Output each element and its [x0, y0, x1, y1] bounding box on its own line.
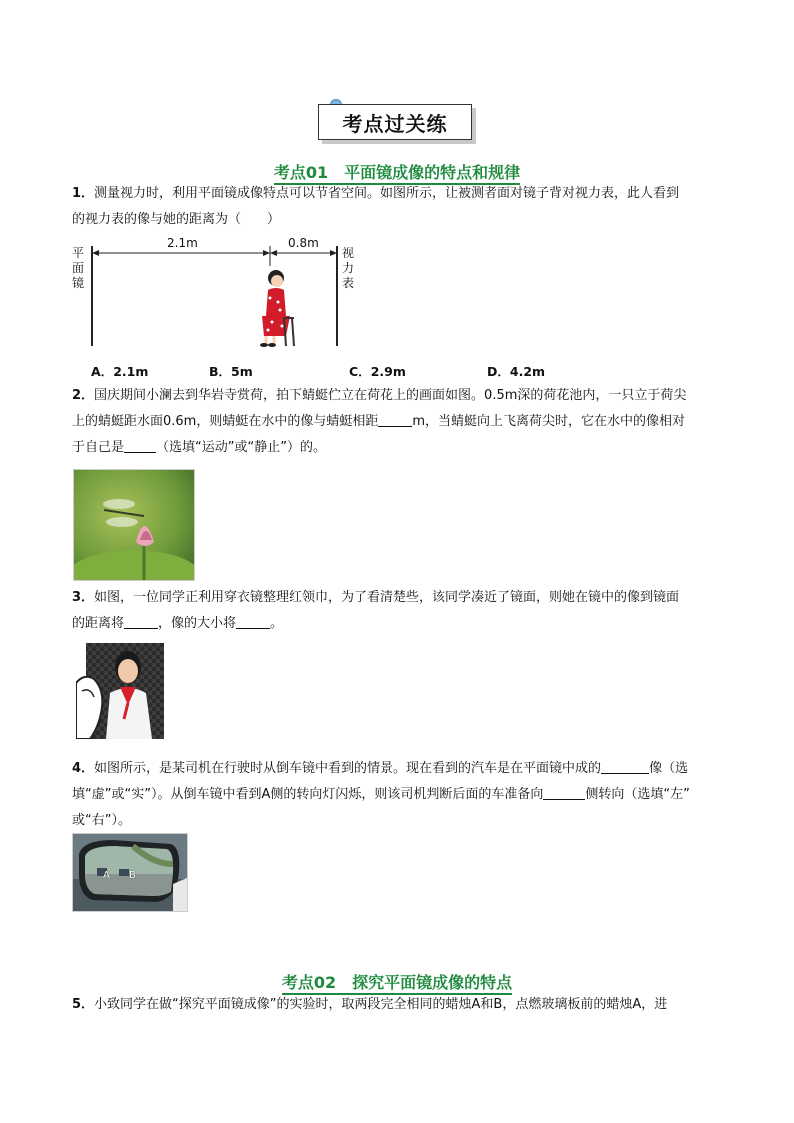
- question-3-line-1: [72, 585, 732, 611]
- question-4-line-3: 或“右”）。: [72, 813, 131, 828]
- answer-blank[interactable]: [124, 438, 156, 453]
- option-d[interactable]: [487, 362, 545, 380]
- option-letter: B．: [209, 364, 232, 379]
- option-letter: D．: [487, 364, 510, 379]
- red-scarf-image: [76, 643, 164, 739]
- option-text: 2.1m: [113, 364, 149, 379]
- eye-test-figure: [72, 236, 372, 356]
- question-3: [72, 585, 732, 637]
- label-a: A: [103, 870, 110, 881]
- rearview-mirror-photo: [72, 833, 188, 912]
- question-1-line-1: [72, 181, 732, 207]
- red-scarf-photo: [76, 643, 164, 739]
- question-number: 2．: [72, 388, 95, 403]
- option-c[interactable]: [349, 362, 406, 380]
- question-3-line-2: [72, 611, 732, 637]
- option-letter: C．: [349, 364, 371, 379]
- question-4-line-1: [72, 756, 732, 782]
- answer-blank[interactable]: [378, 412, 412, 427]
- option-a[interactable]: [91, 362, 148, 380]
- question-text: （选填“运动”或“静止”）的。: [156, 440, 326, 455]
- question-4-line-2: [72, 782, 732, 808]
- question-number: 3．: [72, 590, 95, 605]
- answer-blank[interactable]: [236, 614, 270, 629]
- question-text: m，当蜻蜓向上飞离荷尖时，它在水中的像相对: [412, 414, 686, 429]
- option-b[interactable]: [209, 362, 253, 380]
- label-b: B: [129, 870, 136, 881]
- question-text: 小致同学在做“探究平面镜成像”的实验时，取两段完全相同的蜡烛A和B，点燃玻璃板前的蜡烛A，进: [94, 997, 668, 1012]
- option-text: 2.9m: [370, 364, 406, 379]
- question-text: 于自己是: [72, 440, 125, 455]
- option-text: 5m: [231, 364, 253, 379]
- page-title: 考点过关练: [318, 104, 472, 140]
- section-title-1: [0, 160, 794, 183]
- distance-left-label: 2.1m: [167, 236, 198, 250]
- question-1-line-2: 的视力表的像与她的距离为（ ）: [72, 212, 281, 227]
- question-1: [72, 181, 732, 233]
- question-text: 如图所示，是某司机在行驶时从倒车镜中看到的情景。现在看到的汽车是在平面镜中成的: [94, 761, 602, 776]
- question-text: 像（选: [649, 761, 689, 776]
- question-5: [72, 992, 732, 1018]
- question-text: 测量视力时，利用平面镜成像特点可以节省空间。如图所示，让被测者面对镜子背对视力表，此人看到: [94, 186, 680, 201]
- question-text: 填“虚”或“实”）。从倒车镜中看到A侧的转向灯闪烁，则该司机判断后面的车准备向: [72, 787, 544, 802]
- question-text: 上的蜻蜓距水面0.6m，则蜻蜓在水中的像与蜻蜓相距: [72, 414, 379, 429]
- question-text: ，像的大小将: [158, 616, 237, 631]
- question-2-line-3: [72, 435, 732, 461]
- question-number: 5．: [72, 997, 95, 1012]
- question-text: 。: [270, 616, 284, 631]
- question-text: 如图，一位同学正利用穿衣镜整理红领巾，为了看清楚些，该同学凑近了镜面，则她在镜中的像到镜面: [94, 590, 680, 605]
- dragonfly-lotus-photo: [73, 469, 195, 581]
- eye-test-diagram: [72, 236, 372, 356]
- answer-blank[interactable]: [601, 759, 649, 774]
- dragonfly-lotus-image: [74, 470, 194, 580]
- question-2: [72, 383, 732, 461]
- question-2-line-1: [72, 383, 732, 409]
- question-number: 1．: [72, 186, 95, 201]
- question-text: 的距离将: [72, 616, 125, 631]
- option-text: 4.2m: [509, 364, 546, 379]
- question-5-line-1: [72, 992, 732, 1018]
- option-letter: A．: [91, 364, 114, 379]
- question-number: 4．: [72, 761, 95, 776]
- section-title-2: [0, 970, 794, 993]
- mirror-label: 平面镜: [72, 246, 85, 290]
- question-2-line-2: [72, 409, 732, 435]
- answer-blank[interactable]: [543, 785, 585, 800]
- question-text: 国庆期间小澜去到华岩寺赏荷，拍下蜻蜓伫立在荷花上的画面如图。0.5m深的荷花池内，一只立于荷尖: [94, 388, 687, 403]
- answer-blank[interactable]: [124, 614, 158, 629]
- question-4: [72, 756, 732, 834]
- chart-label: 视力表: [342, 246, 355, 290]
- section-title-1-text: 考点01 平面镜成像的特点和规律: [274, 163, 520, 185]
- distance-right-label: 0.8m: [288, 236, 319, 250]
- question-text: 侧转向（选填“左”: [585, 787, 690, 802]
- section-title-2-text: 考点02 探究平面镜成像的特点: [282, 973, 512, 995]
